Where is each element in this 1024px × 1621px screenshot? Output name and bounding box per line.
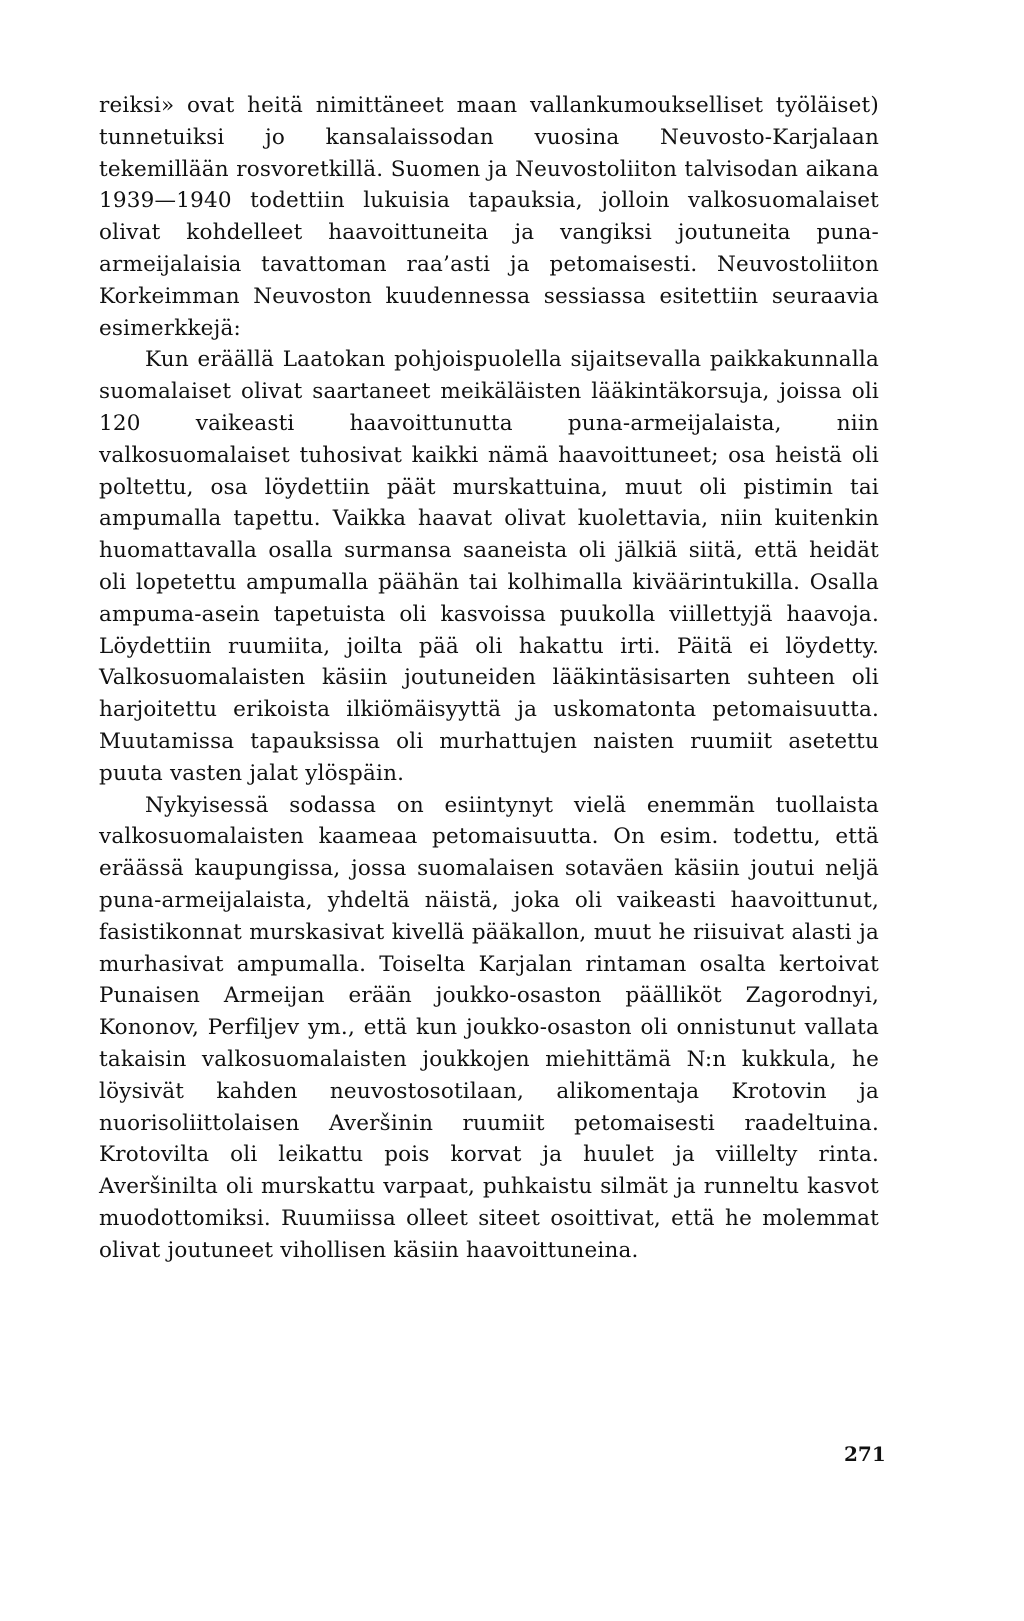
paragraph-3: Nykyisessä sodassa on esiintynyt vielä enemmän tuollaista valkosuomalaisten kaameaa petomaisuutta. On esim. todettu, että eräässä kaupungissa, jossa suomalaisen sotaväen käsiin joutui neljä puna-armeijalaista, yhdeltä näistä, joka oli vaikeasti haavoittunut, fasistikonnat murskasivat kivellä pääkallon, muut he riisuivat alasti ja murhasivat ampumalla. Toiselta Karjalan rintaman osalta kertoivat Punaisen Armeijan erään joukko-osaston päälliköt Zagorodnyi, Kononov, Perfiljev ym., että kun joukko-osaston oli onnistunut vallata takaisin valkosuomalaisten joukkojen miehittämä N:n kukkula, he löysivät kahden neuvostosotilaan, alikomentaja Krotovin ja nuorisoliittolaisen Averšinin ruumiit petomaisesti raadeltuina. Krotovilta oli leikattu pois korvat ja huulet ja viillelty rinta. Averšinilta oli murskattu varpaat, puhkaistu silmät ja runneltu kasvot muodottomiksi. Ruumiissa olleet siteet osoittivat, että he molemmat olivat joutuneet vihollisen käsiin haavoittuneina. — [99, 792, 879, 1263]
body-text — [99, 90, 879, 1266]
page-number: 271 — [844, 1442, 886, 1466]
paragraph-2: Kun eräällä Laatokan pohjoispuolella sijaitsevalla paikkakunnalla suomalaiset olivat saartaneet meikäläisten lääkintäkorsuja, joissa oli 120 vaikeasti haavoittunutta puna-armeijalaista, niin valkosuomalaiset tuhosivat kaikki nämä haavoittuneet; osa heistä oli poltettu, osa löydettiin päät murskattuina, muut oli pistimin tai ampumalla tapettu. Vaikka haavat olivat kuolettavia, niin kuitenkin huomattavalla osalla surmansa saaneista oli jälkiä siitä, että heidät oli lopetettu ampumalla päähän tai kolhimalla kiväärintukilla. Osalla ampuma-asein tapetuista oli kasvoissa puukolla viillettyjä haavoja. Löydettiin ruumiita, joilta pää oli hakattu irti. Päitä ei löydetty. Valkosuomalaisten käsiin joutuneiden lääkintäsisarten suhteen oli harjoitettu erikoista ilkiömäisyyttä ja uskomatonta petomaisuutta. Muutamissa tapauksissa oli murhattujen naisten ruumiit asetettu puuta vasten jalat ylöspäin. — [99, 347, 879, 786]
paragraph-1: reiksi» ovat heitä nimittäneet maan vallankumoukselliset työläiset) tunnetuiksi jo kansalaissodan vuosina Neuvosto-Karjalaan tekemillään rosvoretkillä. Suomen ja Neuvostoliiton talvisodan aikana 1939—1940 todettiin lukuisia tapauksia, jolloin valkosuomalaiset olivat kohdelleet haavoittuneita ja vangiksi joutuneita puna-armeijalaisia tavattoman raa’asti ja petomaisesti. Neuvostoliiton Korkeimman Neuvoston kuudennessa sessiassa esitettiin seuraavia esimerkkejä: — [99, 93, 879, 341]
